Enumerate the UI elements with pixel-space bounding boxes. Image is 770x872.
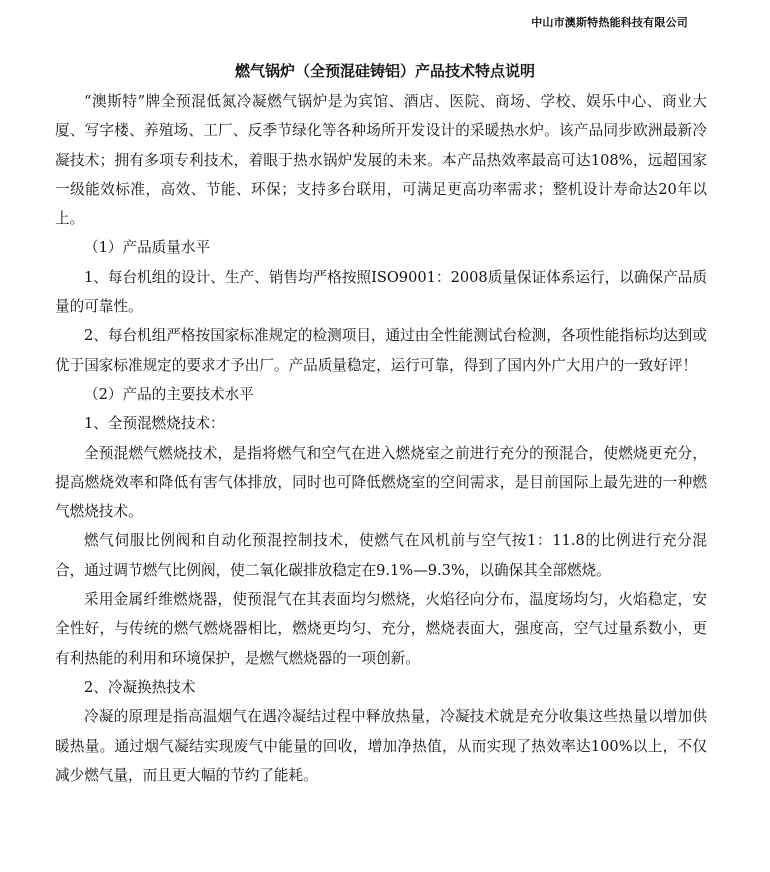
document-body [55, 87, 707, 790]
quality-item-2: 2、每台机组严格按国家标准规定的检测项目，通过由全性能测试台检测，各项性能指标均达到或优于国家标准规定的要求才予出厂。产品质量稳定，运行可靠，得到了国内外广大用户的一致好评！ [55, 327, 707, 374]
gas-valve-paragraph: 燃气伺服比例阀和自动化预混控制技术，使燃气在风机前与空气按1：11.8的比例进行充分混合，通过调节燃气比例阀，使二氧化碳排放稳定在9.1%—9.3%，以确保其全部燃烧。 [55, 532, 707, 579]
condensing-paragraph: 冷凝的原理是指高温烟气在遇冷凝结过程中释放热量，冷凝技术就是充分收集这些热量以增加供暖热量。通过烟气凝结实现废气中能量的回收，增加净热值，从而实现了热效率达100%以上，不仅减少燃气量，而且更大幅的节约了能耗。 [55, 708, 707, 784]
quality-item-1: 1、每台机组的设计、生产、销售均严格按照ISO9001：2008质量保证体系运行，以确保产品质量的可靠性。 [55, 268, 707, 316]
subheading-condensing: 2、冷凝换热技术 [84, 678, 196, 696]
premix-paragraph: 全预混燃气燃烧技术，是指将燃气和空气在进入燃烧室之前进行充分的预混合，使燃烧更充分，提高燃烧效率和降低有害气体排放，同时也可降低燃烧室的空间需求，是目前国际上最先进的一种燃气燃烧技术。 [55, 444, 707, 521]
company-header: 中山市澳斯特热能科技有限公司 [531, 16, 688, 29]
metal-fiber-burner-paragraph: 采用金属纤维燃烧器，使预混气在其表面均匀燃烧，火焰径向分布，温度场均匀，火焰稳定，安全性好，与传统的燃气燃烧器相比，燃烧更均匀、充分，燃烧表面大，强度高，空气过量系数小，更有利热能的利用和环境保护，是燃气燃烧器的一项创新。 [55, 591, 707, 667]
section-heading-quality: （1）产品质量水平 [84, 239, 211, 257]
subheading-premix-combustion: 1、全预混燃烧技术： [84, 415, 225, 433]
document-title: 燃气锅炉（全预混硅铸铝）产品技术特点说明 [234, 62, 535, 80]
section-heading-technology: （2）产品的主要技术水平 [84, 385, 254, 403]
intro-paragraph: “澳斯特”牌全预混低氮冷凝燃气锅炉是为宾馆、酒店、医院、商场、学校、娱乐中心、商业大厦、写字楼、养殖场、工厂、反季节绿化等各种场所开发设计的采暖热水炉。该产品同步欧洲最新冷凝技术；拥有多项专利技术，着眼于热水锅炉发展的未来。本产品热效率最高可达108%，远超国家一级能效标准，高效、节能、环保；支持多台联用，可满足更高功率需求；整机设计寿命达20年以上。 [55, 93, 707, 228]
